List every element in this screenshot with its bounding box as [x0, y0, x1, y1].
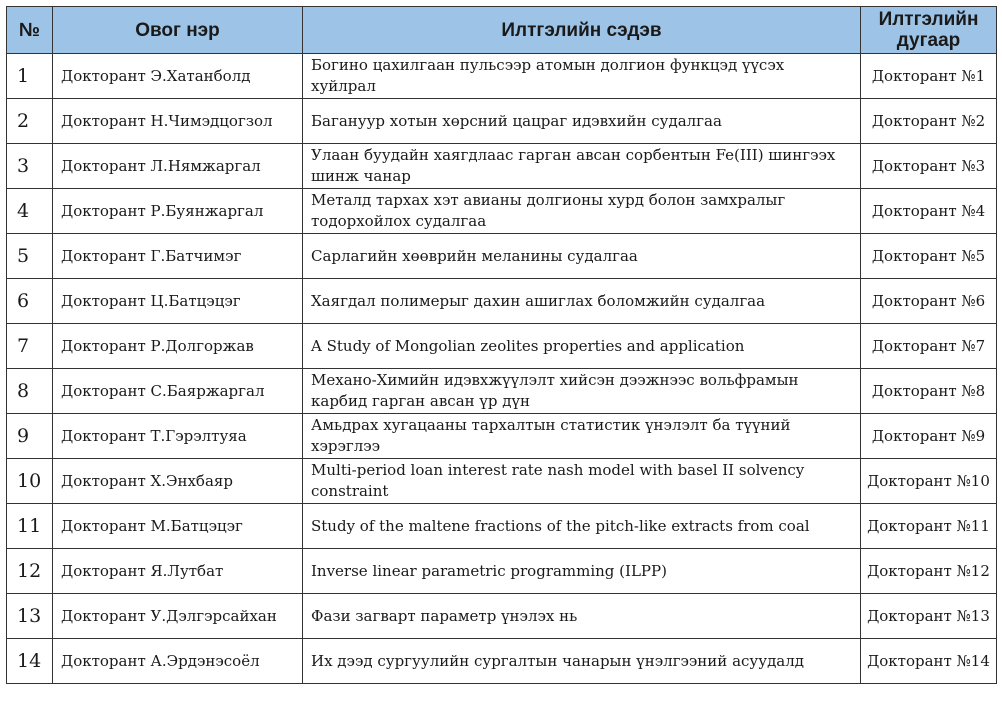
- row-topic: Хаягдал полимерыг дахин ашиглах боломжийн судалгаа: [303, 279, 861, 324]
- row-serial: Докторант №8: [861, 369, 997, 414]
- table-row: [7, 594, 997, 639]
- row-name: Докторант Э.Хатанболд: [53, 54, 303, 99]
- row-number: 6: [7, 279, 53, 324]
- table-row: [7, 54, 997, 99]
- table-header: [7, 7, 997, 54]
- row-number: 13: [7, 594, 53, 639]
- table-row: [7, 234, 997, 279]
- row-topic: Их дээд сургуулийн сургалтын чанарын үнэлгээний асуудалд: [303, 639, 861, 684]
- table-row: [7, 639, 997, 684]
- table-row: [7, 144, 997, 189]
- row-topic: Inverse linear parametric programming (ILPP): [303, 549, 861, 594]
- table-row: [7, 459, 997, 504]
- header-number: №: [7, 7, 53, 54]
- row-number: 8: [7, 369, 53, 414]
- row-serial: Докторант №7: [861, 324, 997, 369]
- row-topic: Улаан буудайн хаягдлаас гарган авсан сорбентын Fe(III) шингээх шинж чанар: [303, 144, 861, 189]
- row-topic: Study of the maltene fractions of the pitch-like extracts from coal: [303, 504, 861, 549]
- row-name: Докторант У.Дэлгэрсайхан: [53, 594, 303, 639]
- row-number: 5: [7, 234, 53, 279]
- row-name: Докторант Ц.Батцэцэг: [53, 279, 303, 324]
- table-row: [7, 414, 997, 459]
- presentations-table: [6, 6, 997, 684]
- table-row: [7, 369, 997, 414]
- row-name: Докторант Р.Буянжаргал: [53, 189, 303, 234]
- header-name: Овог нэр: [53, 7, 303, 54]
- row-name: Докторант А.Эрдэнэсоёл: [53, 639, 303, 684]
- row-name: Докторант Р.Долгоржав: [53, 324, 303, 369]
- row-serial: Докторант №1: [861, 54, 997, 99]
- row-serial: Докторант №2: [861, 99, 997, 144]
- header-serial: Илтгэлийн дугаар: [861, 7, 997, 54]
- row-serial: Докторант №6: [861, 279, 997, 324]
- row-topic: A Study of Mongolian zeolites properties and application: [303, 324, 861, 369]
- table-row: [7, 279, 997, 324]
- row-serial: Докторант №13: [861, 594, 997, 639]
- table-row: [7, 189, 997, 234]
- row-name: Докторант Т.Гэрэлтуяа: [53, 414, 303, 459]
- row-serial: Докторант №10: [861, 459, 997, 504]
- row-serial: Докторант №3: [861, 144, 997, 189]
- row-number: 4: [7, 189, 53, 234]
- table-row: [7, 324, 997, 369]
- row-number: 11: [7, 504, 53, 549]
- row-topic: Амьдрах хугацааны тархалтын статистик үнэлэлт ба түүний хэрэглээ: [303, 414, 861, 459]
- row-name: Докторант С.Баяржаргал: [53, 369, 303, 414]
- row-topic: Механо-Химийн идэвхжүүлэлт хийсэн дээжнээс вольфрамын карбид гарган авсан үр дүн: [303, 369, 861, 414]
- row-topic: Богино цахилгаан пульсээр атомын долгион функцэд үүсэх хуйлрал: [303, 54, 861, 99]
- table-row: [7, 99, 997, 144]
- row-name: Докторант М.Батцэцэг: [53, 504, 303, 549]
- row-serial: Докторант №4: [861, 189, 997, 234]
- table-row: [7, 549, 997, 594]
- row-topic: Сарлагийн хөөврийн меланины судалгаа: [303, 234, 861, 279]
- row-number: 9: [7, 414, 53, 459]
- row-name: Докторант Х.Энхбаяр: [53, 459, 303, 504]
- row-name: Докторант Н.Чимэдцогзол: [53, 99, 303, 144]
- row-number: 1: [7, 54, 53, 99]
- row-number: 12: [7, 549, 53, 594]
- row-topic: Багануур хотын хөрсний цацраг идэвхийн судалгаа: [303, 99, 861, 144]
- row-serial: Докторант №14: [861, 639, 997, 684]
- row-topic: Multi-period loan interest rate nash model with basel II solvency constraint: [303, 459, 861, 504]
- row-number: 7: [7, 324, 53, 369]
- row-serial: Докторант №12: [861, 549, 997, 594]
- row-name: Докторант Я.Лутбат: [53, 549, 303, 594]
- row-serial: Докторант №9: [861, 414, 997, 459]
- header-row: [7, 7, 997, 54]
- row-name: Докторант Г.Батчимэг: [53, 234, 303, 279]
- table-row: [7, 504, 997, 549]
- row-number: 2: [7, 99, 53, 144]
- row-topic: Металд тархах хэт авианы долгионы хурд болон замхралыг тодорхойлох судалгаа: [303, 189, 861, 234]
- row-serial: Докторант №11: [861, 504, 997, 549]
- row-topic: Фази загварт параметр үнэлэх нь: [303, 594, 861, 639]
- header-topic: Илтгэлийн сэдэв: [303, 7, 861, 54]
- row-number: 10: [7, 459, 53, 504]
- table-body: [7, 54, 997, 684]
- row-serial: Докторант №5: [861, 234, 997, 279]
- row-number: 14: [7, 639, 53, 684]
- row-number: 3: [7, 144, 53, 189]
- row-name: Докторант Л.Нямжаргал: [53, 144, 303, 189]
